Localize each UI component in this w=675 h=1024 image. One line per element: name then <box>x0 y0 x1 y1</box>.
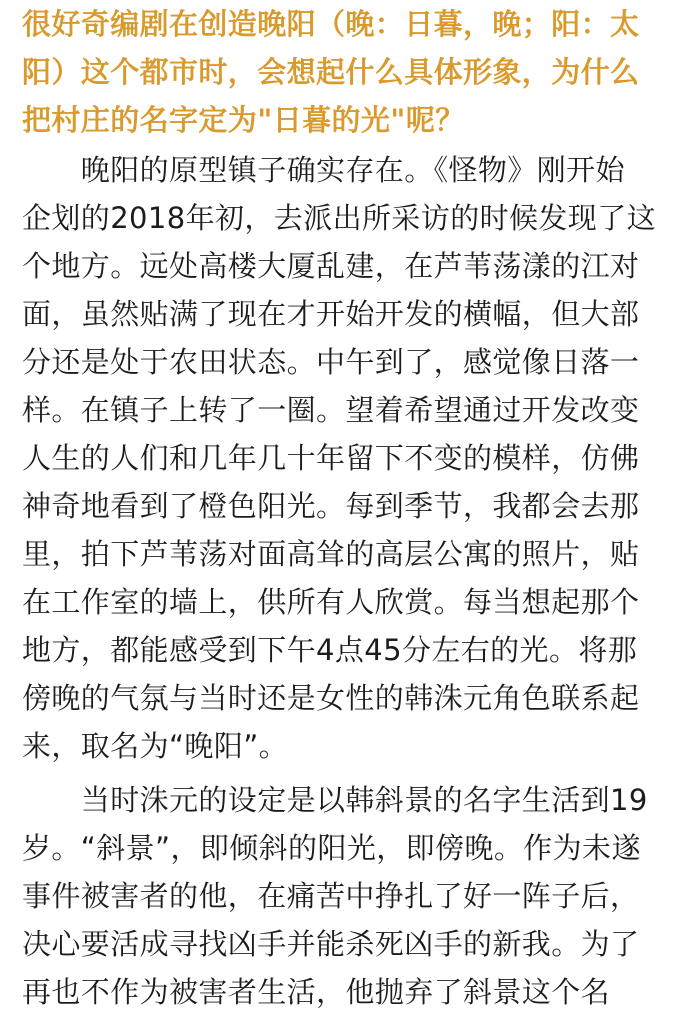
paragraph-line: 企划的2018年初，去派出所采访的时候发现了这 <box>22 201 657 235</box>
paragraph-line: 再也不作为被害者生活，他抛弃了斜景这个名 <box>22 975 611 1009</box>
paragraph-line: 样。在镇子上转了一圈。望着希望通过开发改变 <box>22 393 640 427</box>
question-line: 把村庄的名字定为"日暮的光"呢？ <box>22 103 465 137</box>
paragraph-line: 个地方。远处高楼大厦乱建，在芦苇荡漾的江对 <box>22 249 640 283</box>
paragraph-line: 在工作室的墙上，供所有人欣赏。每当想起那个 <box>22 585 640 619</box>
paragraph-line: 神奇地看到了橙色阳光。每到季节，我都会去那 <box>22 489 640 523</box>
paragraph-line: 当时洙元的设定是以韩斜景的名字生活到19 <box>22 783 648 817</box>
paragraph-line: 来，取名为“晚阳”。 <box>22 729 289 763</box>
paragraph-line: 岁。“斜景”，即倾斜的阳光，即傍晚。作为未遂 <box>22 831 641 865</box>
article <box>22 0 662 1022</box>
paragraph-line: 决心要活成寻找凶手并能杀死凶手的新我。为了 <box>22 927 640 961</box>
paragraph-line: 人生的人们和几年几十年留下不变的模样，仿佛 <box>22 441 640 475</box>
paragraph-line: 事件被害者的他，在痛苦中挣扎了好一阵子后， <box>22 879 640 913</box>
paragraph-line: 里，拍下芦苇荡对面高耸的高层公寓的照片，贴 <box>22 537 640 571</box>
question-line: 很好奇编剧在创造晚阳（晚：日暮，晚；阳：太 <box>22 7 640 41</box>
paragraph-line: 傍晚的气氛与当时还是女性的韩洙元角色联系起 <box>22 681 640 715</box>
answer-paragraph-1 <box>22 146 662 770</box>
paragraph-line: 晚阳的原型镇子确实存在。《怪物》刚开始 <box>22 153 625 187</box>
answer-paragraph-2 <box>22 776 662 1016</box>
paragraph-line: 分还是处于农田状态。中午到了，感觉像日落一 <box>22 345 640 379</box>
question-line: 阳）这个都市时，会想起什么具体形象，为什么 <box>22 55 640 89</box>
interview-question <box>22 0 662 144</box>
paragraph-line: 地方，都能感受到下午4点45分左右的光。将那 <box>22 633 638 667</box>
paragraph-line: 面，虽然贴满了现在才开始开发的横幅，但大部 <box>22 297 640 331</box>
